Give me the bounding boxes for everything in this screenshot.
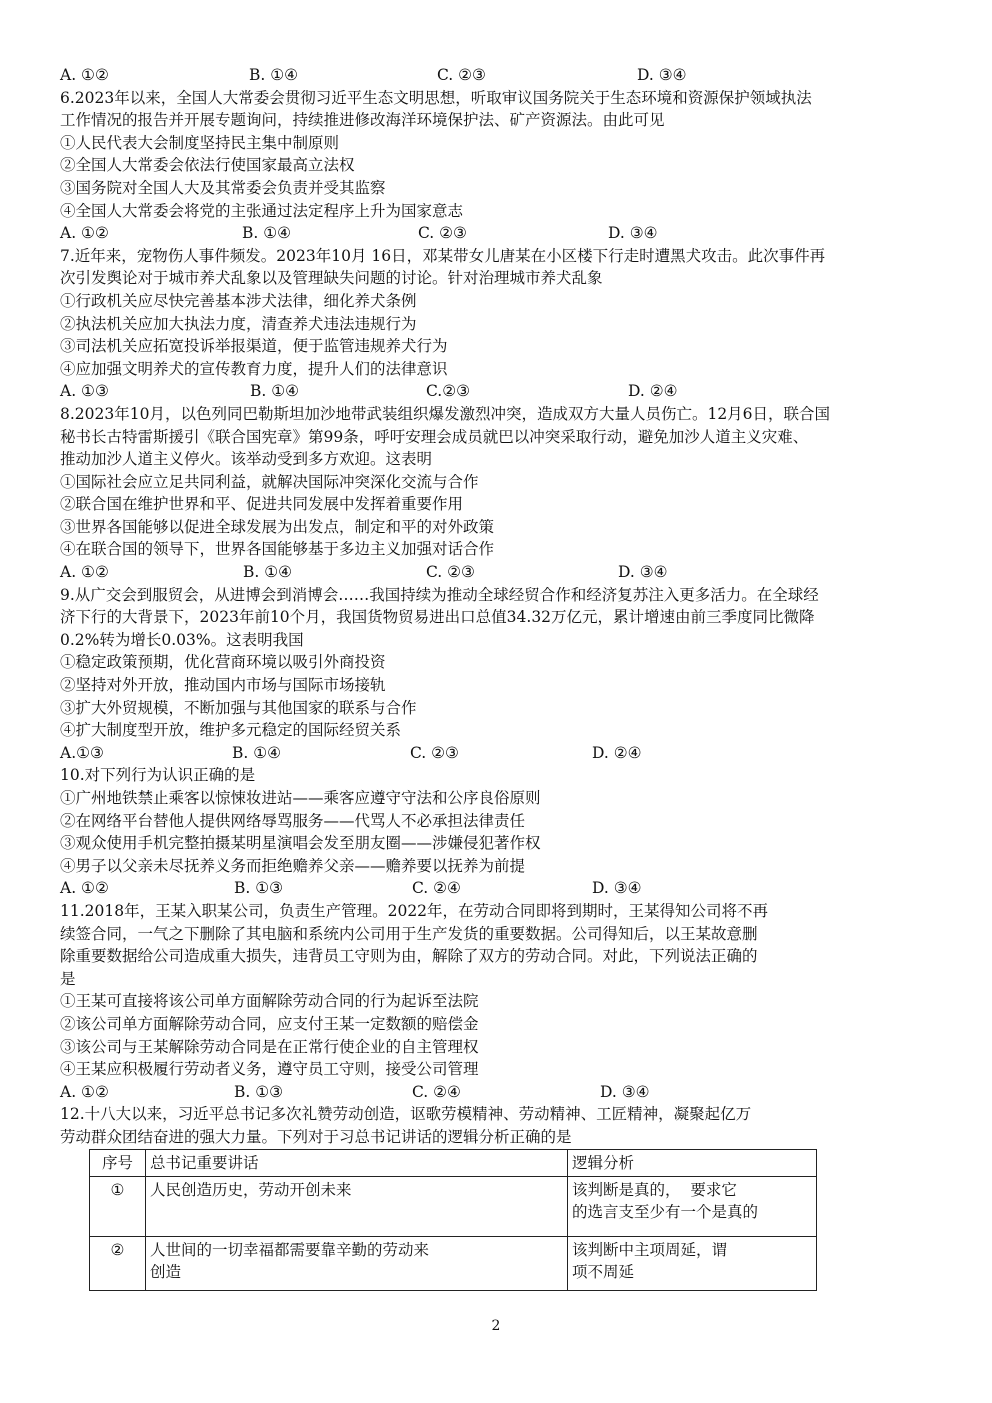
question-11 (60, 900, 940, 1103)
q11-stem-line: 是 (60, 969, 76, 988)
q8-statement: ②联合国在维护世界和平、促进共同发展中发挥着重要作用 (60, 495, 464, 514)
q5-option-d: D. ③④ (637, 66, 687, 84)
q7-stem-line: 次引发舆论对于城市养犬乱象以及管理缺失问题的讨论。针对治理城市养犬乱象 (60, 269, 603, 288)
q9-stem-line: 0.2%转为增长0.03%。这表明我国 (60, 630, 304, 649)
q10-option-d: D. ③④ (592, 879, 642, 898)
header-speech: 总书记重要讲话 (146, 1149, 568, 1176)
q7-options (60, 380, 940, 403)
header-analysis: 逻辑分析 (568, 1149, 817, 1176)
q7-option-d: D. ②④ (628, 382, 678, 401)
q6-options (60, 222, 940, 245)
question-10 (60, 764, 940, 900)
speech-line: 人民创造历史，劳动开创未来 (150, 1180, 352, 1199)
q7-statement: ④应加强文明养犬的宣传教育力度，提升人们的法律意识 (60, 359, 448, 378)
q11-stem-line: 除重要数据给公司造成重大损失，违背员工守则为由，解除了双方的劳动合同。对此，下列说法正确的 (60, 947, 758, 966)
q10-statement: ③观众使用手机完整拍摄某明星演唱会发至朋友圈——涉嫌侵犯著作权 (60, 834, 541, 853)
q9-statement: ②坚持对外开放，推动国内市场与国际市场接轨 (60, 676, 386, 695)
q7-statement: ①行政机关应尽快完善基本涉犬法律，细化养犬条例 (60, 291, 417, 310)
question-8 (60, 403, 940, 584)
page-number: 2 (491, 1318, 501, 1334)
q8-option-b: B. ①④ (243, 563, 293, 582)
q11-option-c: C. ②④ (412, 1082, 461, 1101)
q7-statement: ②执法机关应加大执法力度，清查养犬违法违规行为 (60, 314, 417, 333)
q9-statement: ①稳定政策预期，优化营商环境以吸引外商投资 (60, 653, 386, 672)
q10-statement: ④男子以父亲未尽抚养义务而拒绝赡养父亲——赡养要以抚养为前提 (60, 856, 526, 875)
question-12 (60, 1103, 940, 1290)
exam-page (60, 64, 940, 1291)
speech-line: 创造 (150, 1262, 182, 1281)
q6-option-d: D. ③④ (608, 224, 658, 243)
q6-option-b: B. ①④ (242, 224, 292, 243)
q10-statement: ①广州地铁禁止乘客以惊悚妆进站——乘客应遵守守法和公序良俗原则 (60, 789, 541, 807)
q6-option-c: C. ②③ (418, 224, 467, 243)
table-header-row (90, 1149, 817, 1176)
q11-statement: ③该公司与王某解除劳动合同是在正常行使企业的自主管理权 (60, 1037, 479, 1056)
row-analysis (568, 1176, 817, 1236)
q8-stem-line: 秘书长古特雷斯援引《联合国宪章》第99条，呼吁安理会成员就巴以冲突采取行动，避免加沙人道主义灾难、 (60, 427, 809, 446)
q11-statement: ①王某可直接将该公司单方面解除劳动合同的行为起诉至法院 (60, 992, 479, 1011)
row-analysis (568, 1236, 817, 1290)
q5-option-a: A. ①② (60, 66, 109, 84)
q6-option-a: A. ①② (60, 224, 109, 243)
q8-stem-line: 推动加沙人道主义停火。该举动受到多方欢迎。这表明 (60, 450, 433, 469)
question-9 (60, 584, 940, 765)
q5-option-b: B. ①④ (249, 66, 299, 84)
q9-statement: ③扩大外贸规模，不断加强与其他国家的联系与合作 (60, 698, 417, 717)
q11-option-d: D. ③④ (600, 1082, 650, 1101)
table-row (90, 1236, 817, 1290)
q11-options (60, 1081, 940, 1104)
q6-stem-line: 6.2023年以来，全国人大常委会贯彻习近平生态文明思想，听取审议国务院关于生态环境和资源保护领域执法 (60, 88, 812, 107)
q7-option-b: B. ①④ (250, 382, 300, 401)
q9-stem-line: 9.从广交会到服贸会，从进博会到消博会……我国持续为推动全球经贸合作和经济复苏注入更多活力。在全球经 (60, 585, 819, 604)
q7-statement: ③司法机关应拓宽投诉举报渠道，便于监管违规养犬行为 (60, 337, 448, 356)
q9-option-b: B. ①④ (232, 743, 282, 762)
q10-option-b: B. ①③ (234, 879, 284, 898)
q11-option-a: A. ①② (60, 1082, 109, 1101)
q8-stem-line: 8.2023年10月，以色列同巴勒斯坦加沙地带武装组织爆发激烈冲突，造成双方大量人员伤亡。12月6日，联合国 (60, 404, 831, 423)
q11-stem-line: 11.2018年，王某入职某公司，负责生产管理。2022年，在劳动合同即将到期时，王某得知公司将不再 (60, 901, 769, 920)
q9-statement: ④扩大制度型开放，维护多元稳定的国际经贸关系 (60, 721, 402, 740)
question-6 (60, 87, 940, 245)
header-number: 序号 (90, 1149, 146, 1176)
logic-analysis-table (89, 1149, 817, 1291)
q10-statement: ②在网络平台替他人提供网络辱骂服务——代骂人不必承担法律责任 (60, 811, 526, 830)
q8-statement: ③世界各国能够以促进全球发展为出发点，制定和平的对外政策 (60, 517, 495, 536)
row-number: ① (90, 1176, 146, 1236)
analysis-line: 的选言支至少有一个是真的 (572, 1202, 759, 1221)
q10-option-c: C. ②④ (412, 879, 461, 898)
q7-option-a: A. ①③ (60, 382, 109, 401)
q7-option-c: C.②③ (426, 382, 471, 401)
q6-statement: ④全国人大常委会将党的主张通过法定程序上升为国家意志 (60, 201, 464, 220)
q10-options (60, 877, 940, 900)
q9-option-a: A.①③ (60, 743, 104, 762)
q7-stem-line: 7.近年来，宠物伤人事件频发。2023年10月 16日，邓某带女儿唐某在小区楼下行走时遭黑犬攻击。此次事件再 (60, 246, 826, 265)
q9-stem-line: 济下行的大背景下，2023年前10个月，我国货物贸易进出口总值34.32万亿元，累计增速由前三季度同比微降 (60, 608, 815, 627)
question-7 (60, 245, 940, 403)
q9-options (60, 742, 940, 765)
q6-statement: ①人民代表大会制度坚持民主集中制原则 (60, 133, 340, 152)
analysis-line: 该判断中主项周延，谓 (572, 1240, 728, 1259)
q5-options (60, 64, 940, 87)
q9-option-d: D. ②④ (592, 743, 642, 762)
q5-option-c: C. ②③ (437, 66, 486, 84)
analysis-line: 该判断是真的， 要求它 (572, 1180, 737, 1199)
q11-statement: ④王某应积极履行劳动者义务，遵守员工守则，接受公司管理 (60, 1060, 479, 1079)
table-row (90, 1176, 817, 1236)
q6-statement: ③国务院对全国人大及其常委会负责并受其监察 (60, 178, 386, 197)
q8-option-d: D. ③④ (618, 563, 668, 582)
q10-stem-line: 10.对下列行为认识正确的是 (60, 766, 256, 785)
q11-option-b: B. ①③ (234, 1082, 284, 1101)
q6-stem-line: 工作情况的报告并开展专题询问，持续推进修改海洋环境保护法、矿产资源法。由此可见 (60, 111, 665, 130)
q8-option-a: A. ①② (60, 563, 109, 582)
q12-stem-line: 12.十八大以来，习近平总书记多次礼赞劳动创造，讴歌劳模精神、劳动精神、工匠精神，凝聚起亿万 (60, 1105, 752, 1124)
q10-option-a: A. ①② (60, 879, 109, 898)
analysis-line: 项不周延 (572, 1262, 635, 1281)
q8-option-c: C. ②③ (426, 563, 475, 582)
row-speech (146, 1176, 568, 1236)
q6-statement: ②全国人大常委会依法行使国家最高立法权 (60, 156, 355, 175)
q11-stem-line: 续签合同，一气之下删除了其电脑和系统内公司用于生产发货的重要数据。公司得知后，以王某故意删 (60, 924, 758, 943)
speech-line: 人世间的一切幸福都需要靠辛勤的劳动来 (150, 1240, 430, 1259)
row-number: ② (90, 1236, 146, 1290)
row-speech (146, 1236, 568, 1290)
q8-statement: ①国际社会应立足共同利益，就解决国际冲突深化交流与合作 (60, 472, 479, 491)
q12-stem-line: 劳动群众团结奋进的强大力量。下列对于习总书记讲话的逻辑分析正确的是 (60, 1127, 572, 1146)
q8-options (60, 561, 940, 584)
q11-statement: ②该公司单方面解除劳动合同，应支付王某一定数额的赔偿金 (60, 1014, 479, 1033)
q9-option-c: C. ②③ (410, 743, 459, 762)
q8-statement: ④在联合国的领导下，世界各国能够基于多边主义加强对话合作 (60, 540, 495, 559)
